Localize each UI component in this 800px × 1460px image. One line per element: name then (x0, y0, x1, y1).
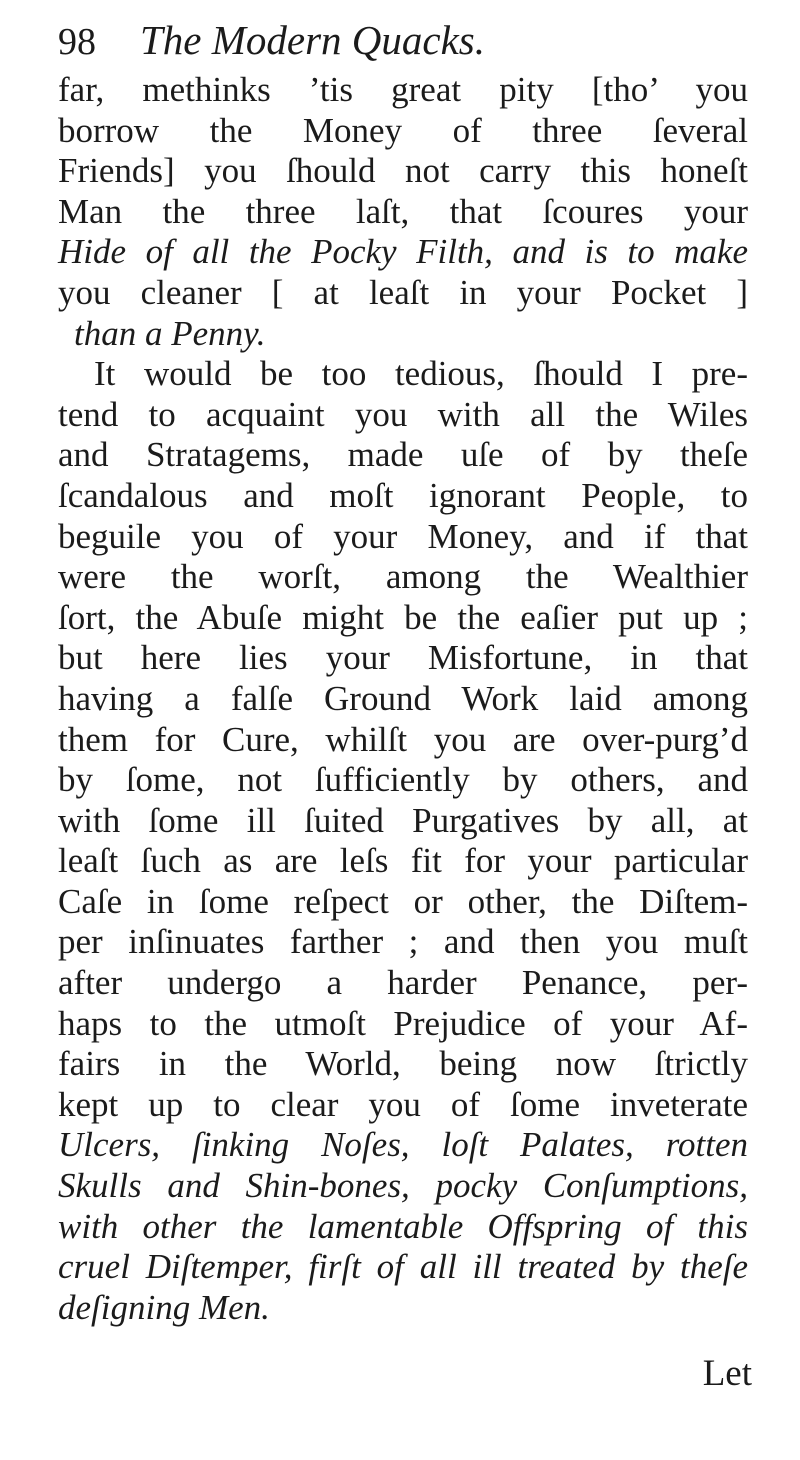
catchword: Let (702, 1353, 752, 1394)
text-line: after undergo a harder Penance, per- (58, 963, 748, 1003)
text-line: having a falſe Ground Work laid among (58, 678, 748, 718)
text-line: with ſome ill ſuited Purgatives by all, at (58, 800, 748, 840)
text-line: beguile you of your Money, and if that (58, 516, 748, 556)
text-line: Hide of all the Pocky Filth, and is to make (58, 232, 748, 272)
text-line: tend to acquaint you with all the Wiles (58, 394, 748, 434)
text-line: but here lies your Misfortune, in that (58, 638, 748, 678)
text-line: and Stratagems, made uſe of by theſe (58, 435, 748, 475)
text-line: you cleaner [ at leaſt in your Pocket ] (58, 272, 748, 312)
text-line: kept up to clear you of ſome inveterate (58, 1084, 748, 1124)
text-line: Friends] you ſhould not carry this honeſt (58, 151, 748, 191)
text-line: by ſome, not ſufficiently by others, and (58, 760, 748, 800)
text-line: Caſe in ſome reſpect or other, the Diſtem- (58, 881, 748, 921)
text-line: fairs in the World, being now ſtrictly (58, 1044, 748, 1084)
page-number: 98 (58, 21, 96, 63)
text-line: haps to the utmoſt Prejudice of your Af- (58, 1003, 748, 1043)
page-header (58, 12, 758, 68)
text-line: were the worſt, among the Wealthier (58, 557, 748, 597)
text-line: Man the three laſt, that ſcoures your (58, 191, 748, 231)
text-line: them for Cure, whilſt you are over-purg’d (58, 719, 748, 759)
text-line: than a Penny. (74, 313, 266, 353)
text-line: borrow the Money of three ſeveral (58, 110, 748, 150)
text-line: per inſinuates farther ; and then you muſt (58, 922, 748, 962)
text-line: Ulcers, ſinking Noſes, loſt Palates, rotten (58, 1125, 748, 1165)
text-line: far, methinks ’tis great pity [tho’ you (58, 70, 748, 109)
text-line: cruel Diſtemper, firſt of all ill treated by theſe (58, 1247, 748, 1287)
text-line: ſcandalous and moſt ignorant People, to (58, 475, 748, 515)
text-line: deſigning Men. (58, 1287, 270, 1327)
running-title: The Modern Quacks. (140, 17, 486, 63)
text-line: leaſt ſuch as are leſs fit for your particular (58, 841, 748, 881)
body-text (58, 70, 748, 1328)
text-line: It would be too tedious, ſhould I pre- (94, 354, 748, 394)
text-line: ſort, the Abuſe might be the eaſier put up ; (58, 597, 748, 637)
text-line: with other the lamentable Offspring of this (58, 1206, 748, 1246)
text-line: Skulls and Shin-bones, pocky Conſumptions, (58, 1166, 748, 1206)
